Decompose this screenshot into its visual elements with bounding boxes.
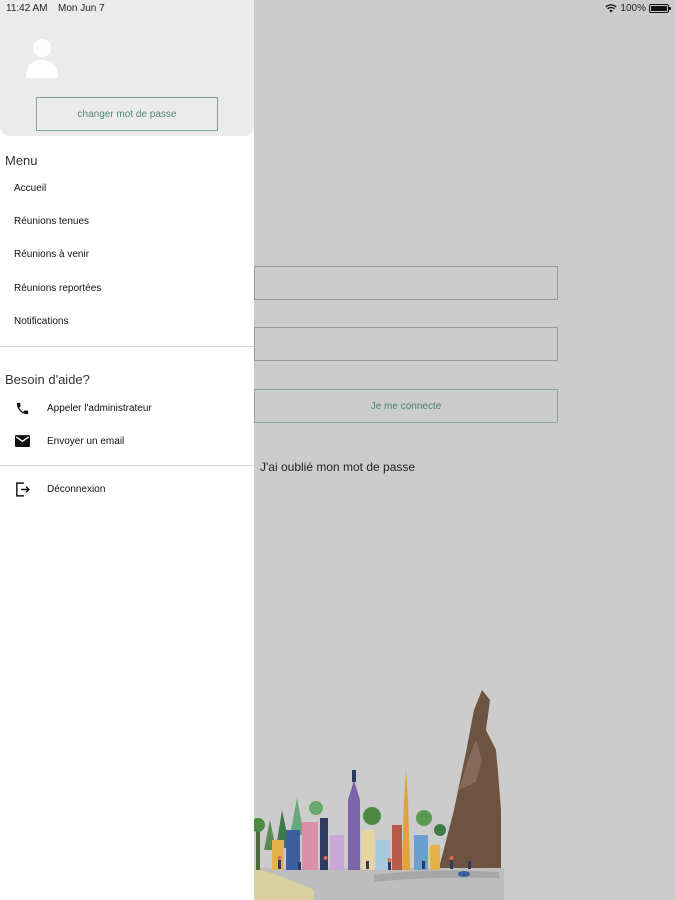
- logout-item[interactable]: [0, 476, 254, 502]
- menu-item-notifications[interactable]: Notifications: [14, 316, 69, 327]
- forgot-password-link[interactable]: J'ai oublié mon mot de passe: [260, 460, 416, 474]
- divider: [0, 346, 254, 347]
- logout-label: Déconnexion: [47, 483, 106, 495]
- city-illustration: [254, 690, 504, 900]
- call-admin-item[interactable]: [0, 395, 254, 421]
- menu-item-reunions-reportees[interactable]: Réunions reportées: [14, 283, 102, 294]
- divider: [0, 465, 254, 466]
- help-section-title: Besoin d'aide?: [5, 372, 90, 387]
- wifi-icon: [605, 4, 617, 13]
- send-email-label: Envoyer un email: [47, 435, 125, 447]
- menu-item-accueil[interactable]: Accueil: [14, 183, 47, 194]
- status-date: Mon Jun 7: [58, 3, 105, 14]
- battery-icon: [649, 4, 669, 13]
- logout-icon: [14, 481, 31, 498]
- login-button[interactable]: Je me connecte: [254, 389, 558, 423]
- password-input[interactable]: [254, 327, 558, 361]
- login-screen-overlay[interactable]: [254, 0, 675, 900]
- drawer-header: [0, 0, 254, 136]
- phone-icon: [14, 400, 31, 417]
- username-input[interactable]: [254, 266, 558, 300]
- menu-section-title: Menu: [5, 153, 38, 168]
- call-admin-label: Appeler l'administrateur: [47, 402, 152, 414]
- navigation-drawer: [0, 0, 254, 900]
- menu-item-reunions-a-venir[interactable]: Réunions à venir: [14, 249, 90, 260]
- avatar[interactable]: [24, 36, 60, 78]
- battery-percent: 100%: [620, 3, 646, 14]
- status-indicators: [605, 3, 669, 14]
- status-time: 11:42 AM: [6, 3, 48, 14]
- email-icon: [14, 433, 31, 450]
- send-email-item[interactable]: [0, 428, 254, 454]
- status-bar: [0, 0, 675, 18]
- menu-item-reunions-tenues[interactable]: Réunions tenues: [14, 216, 90, 227]
- change-password-button[interactable]: changer mot de passe: [36, 97, 218, 131]
